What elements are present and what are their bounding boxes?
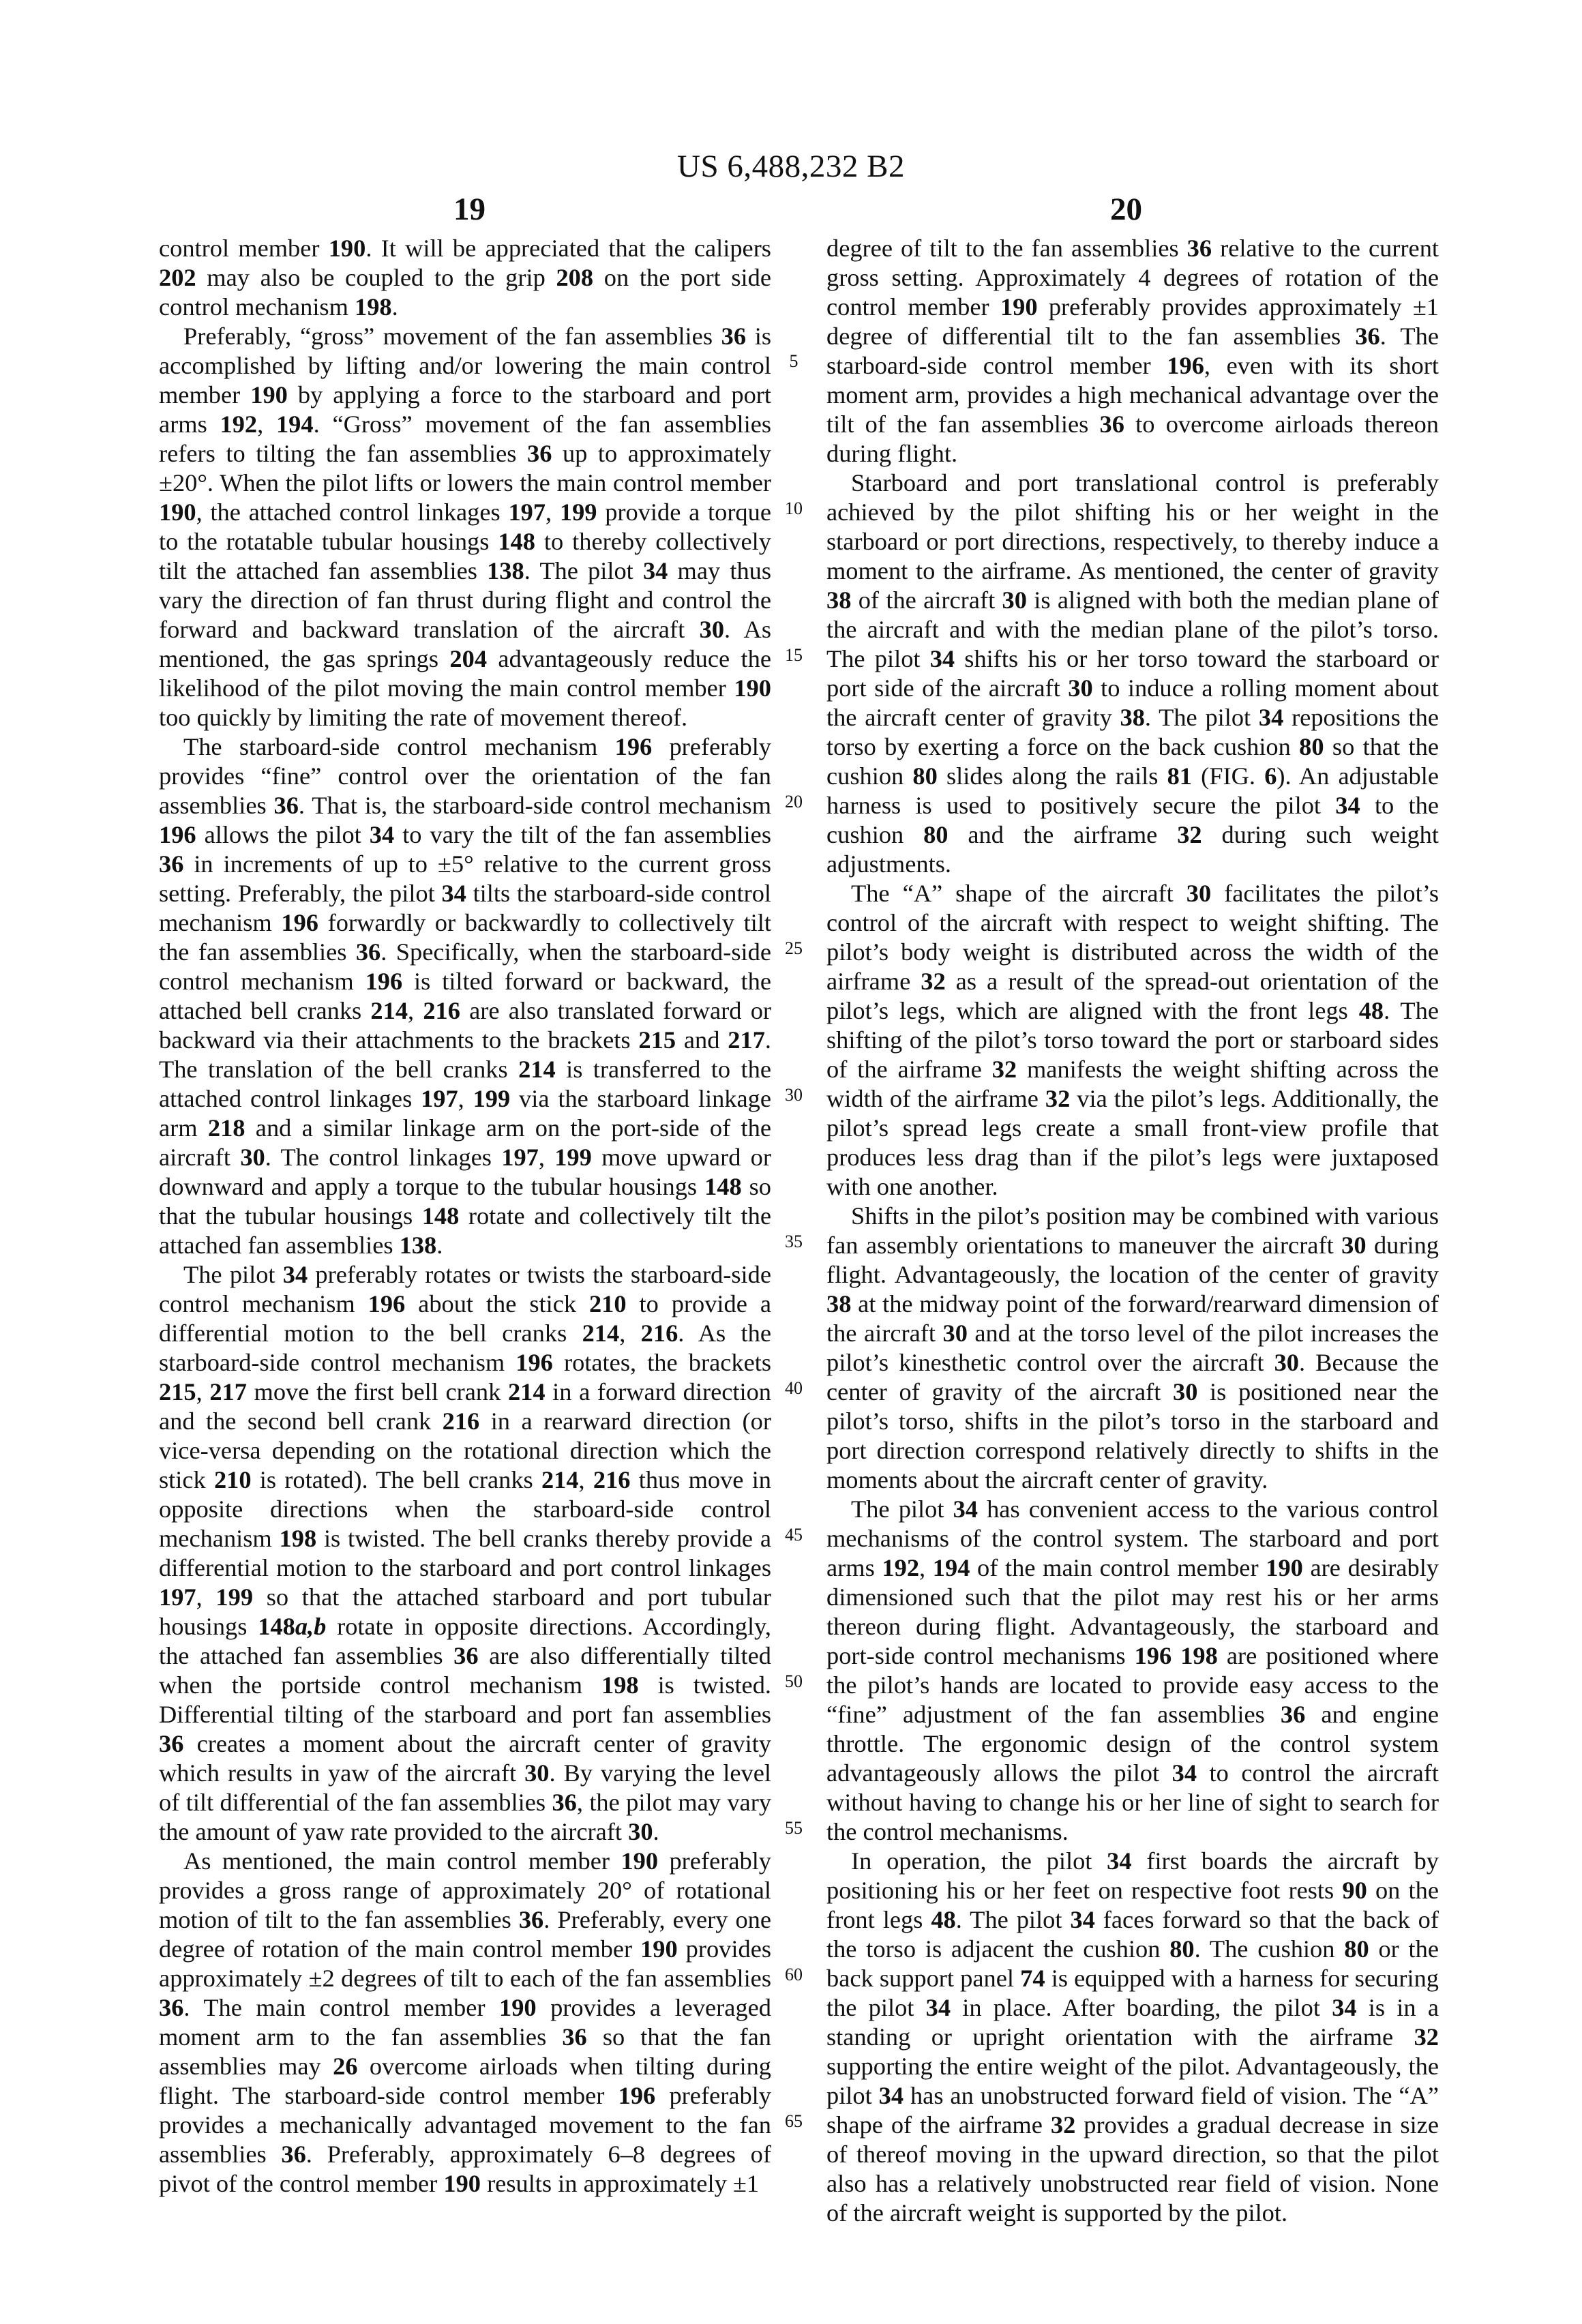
reference-numeral: 48 [931,1906,956,1933]
reference-numeral: 34 [1335,792,1360,819]
reference-numeral: 217 [728,1026,765,1054]
reference-numeral: 190 [621,1847,659,1875]
paragraph: Starboard and port translational control is preferably achieved by the pilot shifting his or her weight in the starboard or port directions, respectively, to thereby induce a moment to the airframe. As mentioned, the center of gravity 38 of the aircraft 30 is aligned with both the median plane of the aircraft and with the median plane of the pilot’s torso. The pilot 34 shifts his or her torso toward the starboard or port side of the aircraft 30 to induce a rolling moment about the aircraft center of gravity 38. The pilot 34 repositions the torso by exerting a force on the back cushion 80 so that the cushion 80 slides along the rails 81 (FIG. 6). An adjustable harness is used to positively secure the pilot 34 to the cushion 80 and the airframe 32 during such weight adjustments. [826,469,1439,878]
reference-numeral: 32 [1050,2111,1076,2139]
reference-numeral: 196 198 [1134,1642,1218,1669]
reference-numeral: 38 [826,586,852,614]
line-number: 35 [785,1232,803,1251]
reference-numeral: 34 [878,2082,904,2109]
reference-numeral: 190 [443,2170,481,2197]
reference-numeral: 196 [618,2082,656,2109]
reference-numeral: 204 [449,645,488,672]
line-number: 40 [785,1378,803,1398]
reference-numeral: 36 [562,2023,587,2051]
reference-numeral: 32 [991,1056,1017,1083]
reference-numeral: 216 [640,1320,678,1347]
reference-numeral: 34 [925,1994,951,2021]
line-number: 30 [785,1085,803,1105]
reference-numeral: 32 [1414,2023,1439,2051]
reference-numeral: 26 [333,2053,358,2080]
reference-numeral: 38 [1120,704,1145,731]
reference-numeral: 190 [499,1994,537,2021]
line-number: 55 [785,1818,803,1838]
reference-numeral: 30 [1173,1378,1198,1405]
reference-numeral: 30 [1186,880,1212,907]
reference-numeral: 34 [953,1495,978,1523]
reference-numeral: 32 [1177,821,1202,848]
reference-numeral: 190 [328,235,366,262]
left-page-number: 19 [453,192,486,227]
paragraph: Preferably, “gross” movement of the fan assemblies 36 is accomplished by lifting and/or lowering the main control member 190 by applying a force to the starboard and port arms 192, 194. “Gross” movement of the fan assemblies refers to tilting the fan assemblies 36 up to approximately ±20°. When the pilot lifts or lowers the main control member 190, the attached control linkages 197, 199 provide a torque to the rotatable tubular housings 148 to thereby collectively tilt the attached fan assemblies 138. The pilot 34 may thus vary the direction of fan thrust during flight and control the forward and backward translation of the aircraft 30. As mentioned, the gas springs 204 advantageously reduce the likelihood of the pilot moving the main control member 190 too quickly by limiting the rate of movement thereof. [159,323,772,731]
reference-numeral: 34 [1332,1994,1357,2021]
reference-numeral: 196 [368,1290,406,1317]
reference-numeral: 34 [1258,704,1284,731]
line-number: 10 [785,498,803,518]
reference-numeral: 194 [275,411,314,438]
reference-numeral: 138 [399,1232,437,1259]
paragraph: degree of tilt to the fan assemblies 36 relative to the current gross setting. Approximately 4 degrees of rotation of the control member 190 preferably provides approximately ±1 degree of differential tilt to the fan assemblies 36. The starboard-side control member 196, even with its short moment arm, provides a high mechanical advantage over the tilt of the fan assemblies 36 to overcome airloads thereon during flight. [826,235,1439,467]
reference-numeral: 36 [1355,323,1380,350]
reference-numeral: 80 [912,762,938,790]
reference-numeral: 196 [1167,352,1204,379]
reference-numeral: 197 [508,498,546,526]
paragraph: The pilot 34 has convenient access to the various control mechanisms of the control system. The starboard and port arms 192, 194 of the main control member 190 are desirably dimensioned such that the pilot may rest his or her arms thereon during flight. Advantageously, the starboard and port-side control mechanisms 196 198 are positioned where the pilot’s hands are located to provide easy access to the “fine” adjustment of the fan assemblies 36 and engine throttle. The ergonomic design of the control system advantageously allows the pilot 34 to control the aircraft without having to change his or her line of sight to search for the control mechanisms. [826,1495,1439,1845]
paragraph: control member 190. It will be appreciated that the calipers 202 may also be coupled to the grip 208 on the port side control mechanism 198. [159,235,772,321]
reference-numeral: 34 [642,557,668,584]
reference-numeral: 36 [1186,235,1212,262]
paragraph: The starboard-side control mechanism 196 preferably provides “fine” control over the orientation of the fan assemblies 36. That is, the starboard-side control mechanism 196 allows the pilot 34 to vary the tilt of the fan assemblies 36 in increments of up to ±5° relative to the current gross setting. Preferably, the pilot 34 tilts the starboard-side control mechanism 196 forwardly or backwardly to collectively tilt the fan assemblies 36. Specifically, when the starboard-side control mechanism 196 is tilted forward or backward, the attached bell cranks 214, 216 are also translated forward or backward via their attachments to the brackets 215 and 217. The translation of the bell cranks 214 is transferred to the attached control linkages 197, 199 via the starboard linkage arm 218 and a similar linkage arm on the port-side of the aircraft 30. The control linkages 197, 199 move upward or downward and apply a torque to the tubular housings 148 so that the tubular housings 148 rotate and collectively tilt the attached fan assemblies 138. [159,733,772,1259]
reference-numeral: 30 [942,1320,968,1347]
reference-numeral: 190 [734,674,771,702]
reference-numeral: 197 [421,1085,458,1112]
reference-numeral: 216 [442,1407,480,1435]
reference-numeral: 148 [498,528,535,555]
reference-numeral: 74 [1020,1965,1045,1992]
line-number: 5 [789,351,799,371]
reference-numeral: 192 [220,411,258,438]
reference-numeral: 198 [355,293,392,321]
reference-numeral: 196 [614,733,653,760]
reference-numeral: 34 [1171,1759,1197,1787]
reference-numeral: 138 [487,557,524,584]
reference-numeral: 36 [273,792,299,819]
reference-numeral: 210 [213,1466,252,1493]
reference-numeral: 36 [518,1906,544,1933]
reference-numeral: 34 [929,645,955,672]
reference-numeral: 216 [593,1466,631,1493]
reference-numeral: 198 [601,1671,639,1699]
patent-number: US 6,488,232 B2 [677,149,905,184]
reference-numeral: 30 [1341,1232,1367,1259]
reference-numeral: 34 [1070,1906,1095,1933]
reference-numeral: 190 [250,381,288,408]
reference-numeral: 36 [159,1730,184,1757]
line-number: 45 [785,1525,803,1545]
reference-numeral: 196 [516,1349,553,1376]
reference-numeral: 34 [441,880,466,907]
reference-numeral: 218 [207,1114,245,1142]
reference-numeral: 36 [527,440,552,467]
margin-line-numbers [775,0,813,2324]
reference-numeral: 30 [699,616,725,643]
reference-numeral: 30 [240,1144,265,1171]
reference-numeral: 199 [473,1085,511,1112]
reference-numeral: 6 [1264,762,1277,790]
reference-numeral: 214 [507,1378,546,1405]
reference-numeral: 36 [1280,1701,1306,1728]
right-text-column [826,234,1439,2228]
reference-numeral: 148 [421,1202,460,1230]
reference-numeral: 80 [923,821,949,848]
paragraph: In operation, the pilot 34 first boards the aircraft by positioning his or her feet on respective foot rests 90 on the front legs 48. The pilot 34 faces forward so that the back of the torso is adjacent the cushion 80. The cushion 80 or the back support panel 74 is equipped with a harness for securing the pilot 34 in place. After boarding, the pilot 34 is in a standing or upright orientation with the airframe 32 supporting the entire weight of the pilot. Advantageously, the pilot 34 has an unobstructed forward field of vision. The “A” shape of the airframe 32 provides a gradual decrease in size of thereof moving in the upward direction, so that the pilot also has a relatively unobstructed rear field of vision. None of the aircraft weight is supported by the pilot. [826,1847,1439,2226]
reference-numeral: 34 [369,821,395,848]
reference-numeral: 214 [541,1466,579,1493]
left-text-column [159,234,771,2199]
reference-numeral: 32 [921,968,946,995]
reference-numeral: 36 [281,2141,306,2168]
line-number: 50 [785,1671,803,1691]
reference-numeral: 214 [582,1320,620,1347]
reference-numeral: 216 [423,997,460,1024]
reference-numeral: 80 [1299,733,1324,760]
reference-numeral: 196 [159,821,196,848]
reference-numeral: 199 [554,1144,592,1171]
reference-numeral: 196 [281,909,318,936]
reference-numeral: 48 [1358,997,1384,1024]
paragraph: The pilot 34 preferably rotates or twists the starboard-side control mechanism 196 about the stick 210 to provide a differential motion to the bell cranks 214, 216. As the starboard-side control mechanism 196 rotates, the brackets 215, 217 move the first bell crank 214 in a forward direction and the second bell crank 216 in a rearward direction (or vice-versa depending on the rotational direction which the stick 210 is rotated). The bell cranks 214, 216 thus move in opposite directions when the starboard-side control mechanism 198 is twisted. The bell cranks thereby provide a differential motion to the starboard and port control linkages 197, 199 so that the attached starboard and port tubular housings 148a,b rotate in opposite directions. Accordingly, the attached fan assemblies 36 are also differentially tilted when the portside control mechanism 198 is twisted. Differential tilting of the starboard and port fan assemblies 36 creates a moment about the aircraft center of gravity which results in yaw of the aircraft 30. By varying the level of tilt differential of the fan assemblies 36, the pilot may vary the amount of yaw rate provided to the aircraft 30. [159,1261,772,1845]
reference-numeral: 148 [704,1173,742,1200]
reference-numeral: 198 [279,1525,317,1552]
line-number: 60 [785,1965,803,1984]
reference-numeral: 197 [159,1583,196,1611]
line-number: 65 [785,2111,803,2131]
right-page-number: 20 [1110,192,1142,227]
reference-numeral: 190 [1266,1554,1303,1581]
paragraph: Shifts in the pilot’s position may be combined with various fan assembly orientations to maneuver the aircraft 30 during flight. Advantageously, the location of the center of gravity 38 at the midway point of the forward/rearward dimension of the aircraft 30 and at the torso level of the pilot increases the pilot’s kinesthetic control over the aircraft 30. Because the center of gravity of the aircraft 30 is positioned near the pilot’s torso, shifts in the pilot’s torso in the starboard and port direction correspond relatively directly to shifts in the moments about the aircraft center of gravity. [826,1202,1439,1493]
reference-numeral: 199 [215,1583,254,1611]
reference-numeral: 197 [501,1144,539,1171]
reference-numeral: 38 [826,1290,852,1317]
reference-numeral: 36 [453,1642,479,1669]
paragraph: The “A” shape of the aircraft 30 facilitates the pilot’s control of the aircraft with respect to weight shifting. The pilot’s body weight is distributed across the width of the airframe 32 as a result of the spread-out orientation of the pilot’s legs, which are aligned with the front legs 48. The shifting of the pilot’s torso toward the port or starboard sides of the airframe 32 manifests the weight shifting across the width of the airframe 32 via the pilot’s legs. Additionally, the pilot’s spread legs create a small front-view profile that produces less drag than if the pilot’s legs were juxtaposed with one another. [826,880,1439,1200]
reference-numeral: 34 [282,1261,308,1288]
reference-numeral: 36 [721,323,747,350]
line-number: 20 [785,792,803,811]
reference-numeral: 190 [640,1935,678,1963]
reference-numeral: 36 [1099,411,1124,438]
reference-numeral: 214 [518,1056,556,1083]
reference-numeral: 192 [882,1554,920,1581]
reference-numeral: 36 [552,1789,577,1816]
reference-numeral: 80 [1344,1935,1369,1963]
reference-numeral: 208 [556,264,594,291]
reference-numeral: 30 [1274,1349,1299,1376]
reference-numeral: 199 [559,498,597,526]
reference-numeral: 148a,b [258,1613,327,1640]
reference-numeral: 210 [588,1290,627,1317]
reference-numeral: 202 [159,264,196,291]
line-number: 15 [785,645,803,665]
reference-numeral: 80 [1169,1935,1195,1963]
reference-numeral: 30 [1002,586,1027,614]
reference-numeral: 215 [638,1026,676,1054]
reference-numeral: 34 [1107,1847,1132,1875]
line-number: 25 [785,938,803,958]
reference-numeral: 36 [159,850,184,878]
reference-numeral: 30 [1068,674,1093,702]
reference-numeral: 190 [159,498,196,526]
reference-numeral: 194 [932,1554,970,1581]
reference-numeral: 30 [524,1759,550,1787]
reference-numeral: 32 [1045,1085,1071,1112]
reference-numeral: 36 [159,1994,184,2021]
reference-numeral: 30 [628,1818,653,1845]
paragraph: As mentioned, the main control member 190 preferably provides a gross range of approximately 20° of rotational motion of tilt to the fan assemblies 36. Preferably, every one degree of rotation of the main control member 190 provides approximately ±2 degrees of tilt to each of the fan assemblies 36. The main control member 190 provides a leveraged moment arm to the fan assemblies 36 so that the fan assemblies may 26 overcome airloads when tilting during flight. The starboard-side control member 196 preferably provides a mechanically advantaged movement to the fan assemblies 36. Preferably, approximately 6–8 degrees of pivot of the control member 190 results in approximately ±1 [159,1847,772,2197]
reference-numeral: 81 [1167,762,1192,790]
reference-numeral: 217 [209,1378,247,1405]
reference-numeral: 215 [159,1378,196,1405]
reference-numeral: 36 [355,938,381,966]
reference-numeral: 196 [365,968,403,995]
reference-numeral: 90 [1342,1877,1367,1904]
reference-numeral: 214 [370,997,408,1024]
reference-numeral: 190 [1000,293,1038,321]
